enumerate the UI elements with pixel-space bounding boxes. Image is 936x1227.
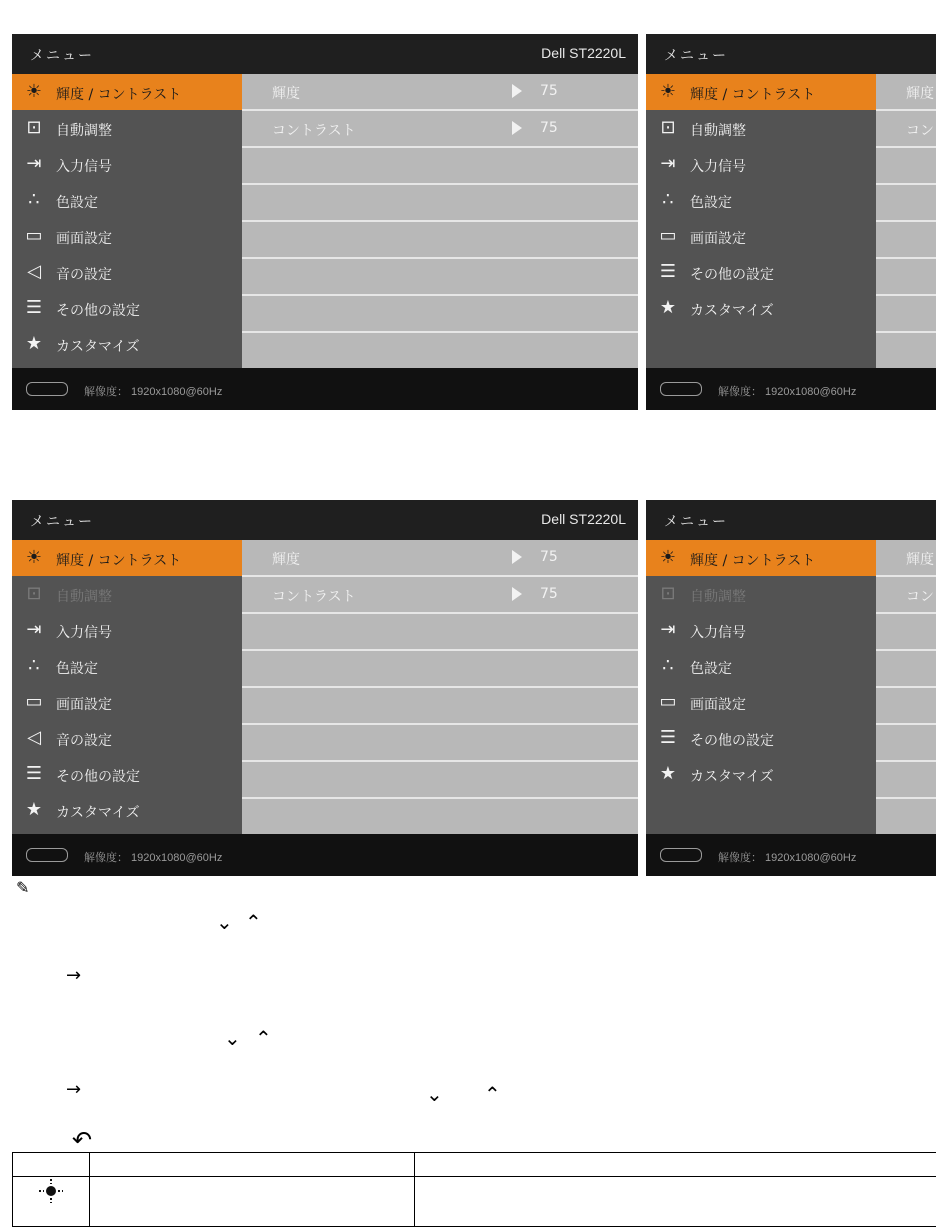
sub-menu-row bbox=[242, 222, 638, 259]
menu-item-label: 色設定 bbox=[56, 658, 98, 678]
osd-main-menu bbox=[646, 540, 876, 865]
menu-item[interactable] bbox=[646, 720, 876, 756]
sub-menu-row bbox=[876, 762, 936, 799]
sun-icon: ☀ bbox=[24, 82, 44, 102]
sub-menu-row[interactable] bbox=[876, 111, 936, 148]
settings-icon: ☰ bbox=[24, 764, 44, 784]
up-arrow-icon: ⌃ bbox=[255, 1026, 272, 1050]
menu-item-label: 入力信号 bbox=[690, 622, 746, 642]
note-icon: ✎ bbox=[16, 878, 29, 897]
menu-item[interactable] bbox=[12, 792, 242, 828]
menu-item-label: 色設定 bbox=[690, 192, 732, 212]
menu-title: メニュー bbox=[664, 45, 728, 65]
menu-item[interactable] bbox=[12, 254, 242, 290]
resolution-label: 解像度： 1920x1080@60Hz bbox=[84, 849, 222, 865]
sub-menu-row bbox=[242, 148, 638, 185]
menu-item-label: カスタマイズ bbox=[690, 300, 774, 320]
sub-menu-row bbox=[242, 333, 638, 370]
menu-item[interactable] bbox=[646, 254, 876, 290]
resolution-label: 解像度： 1920x1080@60Hz bbox=[718, 383, 856, 399]
sub-item-label: コン bbox=[906, 120, 934, 140]
menu-item-label: 入力信号 bbox=[690, 156, 746, 176]
model-name: Dell ST2220L bbox=[541, 45, 626, 61]
vga-connector-icon bbox=[26, 848, 68, 862]
osd-footer bbox=[646, 834, 936, 876]
osd-main-menu bbox=[12, 74, 242, 399]
settings-icon: ☰ bbox=[24, 298, 44, 318]
down-arrow-icon: ⌄ bbox=[426, 1082, 443, 1106]
sub-menu-row[interactable] bbox=[876, 577, 936, 614]
sub-item-value: 75 bbox=[540, 83, 558, 99]
sub-menu-row bbox=[242, 725, 638, 762]
menu-item-label: 音の設定 bbox=[56, 730, 112, 750]
menu-item[interactable] bbox=[12, 110, 242, 146]
right-arrow-icon: → bbox=[66, 965, 81, 986]
menu-item-label: その他の設定 bbox=[690, 264, 774, 284]
menu-item-label: その他の設定 bbox=[56, 766, 140, 786]
osd-menu bbox=[12, 500, 638, 876]
sub-menu-row bbox=[876, 799, 936, 836]
display-icon: ▭ bbox=[24, 692, 44, 712]
sub-menu-row bbox=[876, 222, 936, 259]
menu-item-label: 自動調整 bbox=[690, 120, 746, 140]
menu-item[interactable] bbox=[646, 290, 876, 326]
menu-item-label: 入力信号 bbox=[56, 156, 112, 176]
sun-icon: ☀ bbox=[658, 82, 678, 102]
sub-menu-row bbox=[876, 614, 936, 651]
menu-item-label: 輝度 / コントラスト bbox=[690, 84, 815, 104]
sub-item-value: 75 bbox=[540, 549, 558, 565]
sub-item-label: コントラスト bbox=[272, 120, 356, 140]
auto-adjust-icon: ⊡ bbox=[24, 584, 44, 604]
sub-item-label: 輝度 bbox=[906, 549, 934, 569]
menu-item[interactable] bbox=[646, 612, 876, 648]
menu-item[interactable] bbox=[646, 146, 876, 182]
slider-arrow-icon bbox=[512, 587, 522, 601]
input-source-icon: ⇥ bbox=[24, 154, 44, 174]
input-source-icon: ⇥ bbox=[658, 620, 678, 640]
menu-item-label: 輝度 / コントラスト bbox=[56, 84, 181, 104]
menu-item[interactable] bbox=[646, 182, 876, 218]
osd-header bbox=[12, 34, 638, 74]
menu-item-label: カスタマイズ bbox=[690, 766, 774, 786]
auto-adjust-icon: ⊡ bbox=[24, 118, 44, 138]
sub-item-label: 輝度 bbox=[272, 549, 300, 569]
osd-menu bbox=[12, 34, 638, 410]
sun-icon bbox=[13, 1177, 90, 1227]
vga-connector-icon bbox=[660, 848, 702, 862]
menu-item-label: 音の設定 bbox=[56, 264, 112, 284]
menu-item-label: その他の設定 bbox=[690, 730, 774, 750]
table-header-name-col bbox=[90, 1153, 415, 1177]
table-header-desc-col bbox=[415, 1153, 936, 1177]
settings-icon: ☰ bbox=[658, 262, 678, 282]
sub-menu-row bbox=[876, 296, 936, 333]
display-icon: ▭ bbox=[658, 692, 678, 712]
sub-menu-row bbox=[876, 148, 936, 185]
resolution-label: 解像度： 1920x1080@60Hz bbox=[718, 849, 856, 865]
sub-menu-row[interactable] bbox=[876, 74, 936, 111]
menu-item[interactable] bbox=[12, 684, 242, 720]
table-cell-desc bbox=[415, 1177, 936, 1227]
menu-item-label: カスタマイズ bbox=[56, 802, 140, 822]
menu-item[interactable] bbox=[646, 110, 876, 146]
sub-menu-row bbox=[876, 185, 936, 222]
menu-item[interactable] bbox=[646, 756, 876, 792]
sub-menu-row[interactable] bbox=[876, 540, 936, 577]
menu-item-label: 画面設定 bbox=[690, 694, 746, 714]
sub-menu-row bbox=[876, 688, 936, 725]
sun-icon: ☀ bbox=[658, 548, 678, 568]
menu-item-label: その他の設定 bbox=[56, 300, 140, 320]
settings-icon: ☰ bbox=[658, 728, 678, 748]
model-name: Dell ST2220L bbox=[541, 511, 626, 527]
sub-item-label: 輝度 bbox=[906, 83, 934, 103]
input-source-icon: ⇥ bbox=[658, 154, 678, 174]
menu-item[interactable] bbox=[12, 326, 242, 362]
resolution-label: 解像度： 1920x1080@60Hz bbox=[84, 383, 222, 399]
osd-sub-panel bbox=[876, 74, 936, 399]
menu-item-label: 色設定 bbox=[56, 192, 98, 212]
sub-item-label: コントラスト bbox=[272, 586, 356, 606]
sub-menu-row bbox=[242, 762, 638, 799]
display-icon: ▭ bbox=[24, 226, 44, 246]
color-icon: ∴ bbox=[658, 656, 678, 676]
sub-menu-row bbox=[242, 651, 638, 688]
menu-item[interactable] bbox=[646, 540, 876, 576]
osd-sub-panel bbox=[242, 540, 638, 865]
menu-item-label: 入力信号 bbox=[56, 622, 112, 642]
menu-item[interactable] bbox=[12, 576, 242, 612]
menu-item-label: 自動調整 bbox=[56, 120, 112, 140]
menu-item[interactable] bbox=[646, 218, 876, 254]
osd-header bbox=[646, 34, 936, 74]
slider-arrow-icon bbox=[512, 121, 522, 135]
vga-connector-icon bbox=[660, 382, 702, 396]
speaker-icon: ◁ bbox=[24, 728, 44, 748]
sub-menu-row[interactable] bbox=[242, 74, 638, 111]
sub-menu-row bbox=[242, 614, 638, 651]
table-cell-name bbox=[90, 1177, 415, 1227]
menu-item[interactable] bbox=[646, 74, 876, 110]
function-table bbox=[12, 1152, 936, 1227]
sub-item-label: 輝度 bbox=[272, 83, 300, 103]
menu-item-label: 自動調整 bbox=[56, 586, 112, 606]
color-icon: ∴ bbox=[658, 190, 678, 210]
up-arrow-icon: ⌃ bbox=[484, 1082, 501, 1106]
up-arrow-icon: ⌃ bbox=[245, 910, 262, 934]
menu-item[interactable] bbox=[12, 74, 242, 110]
vga-connector-icon bbox=[26, 382, 68, 396]
table-header-icon-col bbox=[13, 1153, 90, 1177]
sun-icon: ☀ bbox=[24, 548, 44, 568]
color-icon: ∴ bbox=[24, 656, 44, 676]
auto-adjust-icon: ⊡ bbox=[658, 584, 678, 604]
sub-menu-row bbox=[876, 651, 936, 688]
menu-item[interactable] bbox=[12, 146, 242, 182]
menu-item[interactable] bbox=[646, 576, 876, 612]
menu-item-label: 輝度 / コントラスト bbox=[56, 550, 181, 570]
menu-item-label: 色設定 bbox=[690, 658, 732, 678]
osd-header bbox=[646, 500, 936, 540]
menu-item[interactable] bbox=[12, 218, 242, 254]
menu-item[interactable] bbox=[12, 290, 242, 326]
osd-menu bbox=[646, 500, 936, 876]
menu-item[interactable] bbox=[12, 182, 242, 218]
color-icon: ∴ bbox=[24, 190, 44, 210]
sub-menu-row bbox=[242, 799, 638, 836]
auto-adjust-icon: ⊡ bbox=[658, 118, 678, 138]
star-icon: ★ bbox=[658, 764, 678, 784]
sub-menu-row bbox=[876, 259, 936, 296]
display-icon: ▭ bbox=[658, 226, 678, 246]
sub-menu-row bbox=[876, 725, 936, 762]
sub-menu-row[interactable] bbox=[242, 577, 638, 614]
sub-item-value: 75 bbox=[540, 120, 558, 136]
menu-item[interactable] bbox=[646, 648, 876, 684]
slider-arrow-icon bbox=[512, 550, 522, 564]
back-icon: ↶ bbox=[72, 1126, 92, 1154]
menu-item-label: カスタマイズ bbox=[56, 336, 140, 356]
menu-item[interactable] bbox=[646, 684, 876, 720]
menu-item-label: 自動調整 bbox=[690, 586, 746, 606]
osd-main-menu bbox=[12, 540, 242, 865]
sub-menu-row bbox=[242, 259, 638, 296]
down-arrow-icon: ⌄ bbox=[224, 1026, 241, 1050]
osd-sub-panel bbox=[242, 74, 638, 399]
menu-item[interactable] bbox=[12, 612, 242, 648]
sub-item-value: 75 bbox=[540, 586, 558, 602]
star-icon: ★ bbox=[24, 334, 44, 354]
menu-title: メニュー bbox=[30, 511, 94, 531]
menu-item[interactable] bbox=[12, 756, 242, 792]
menu-item-label: 画面設定 bbox=[56, 694, 112, 714]
menu-item[interactable] bbox=[12, 648, 242, 684]
right-arrow-icon: → bbox=[66, 1079, 81, 1100]
sub-menu-row bbox=[242, 688, 638, 725]
menu-title: メニュー bbox=[30, 45, 94, 65]
sub-item-label: コン bbox=[906, 586, 934, 606]
down-arrow-icon: ⌄ bbox=[216, 910, 233, 934]
sub-menu-row bbox=[242, 296, 638, 333]
osd-header bbox=[12, 500, 638, 540]
slider-arrow-icon bbox=[512, 84, 522, 98]
sub-menu-row bbox=[242, 185, 638, 222]
menu-item-label: 輝度 / コントラスト bbox=[690, 550, 815, 570]
input-source-icon: ⇥ bbox=[24, 620, 44, 640]
menu-item-label: 画面設定 bbox=[690, 228, 746, 248]
sub-menu-row[interactable] bbox=[242, 111, 638, 148]
speaker-icon: ◁ bbox=[24, 262, 44, 282]
sub-menu-row[interactable] bbox=[242, 540, 638, 577]
osd-main-menu bbox=[646, 74, 876, 399]
star-icon: ★ bbox=[24, 800, 44, 820]
star-icon: ★ bbox=[658, 298, 678, 318]
osd-footer bbox=[12, 368, 638, 410]
menu-item[interactable] bbox=[12, 540, 242, 576]
osd-sub-panel bbox=[876, 540, 936, 865]
menu-title: メニュー bbox=[664, 511, 728, 531]
osd-footer bbox=[12, 834, 638, 876]
osd-footer bbox=[646, 368, 936, 410]
menu-item-label: 画面設定 bbox=[56, 228, 112, 248]
menu-item[interactable] bbox=[12, 720, 242, 756]
sub-menu-row bbox=[876, 333, 936, 370]
osd-menu bbox=[646, 34, 936, 410]
